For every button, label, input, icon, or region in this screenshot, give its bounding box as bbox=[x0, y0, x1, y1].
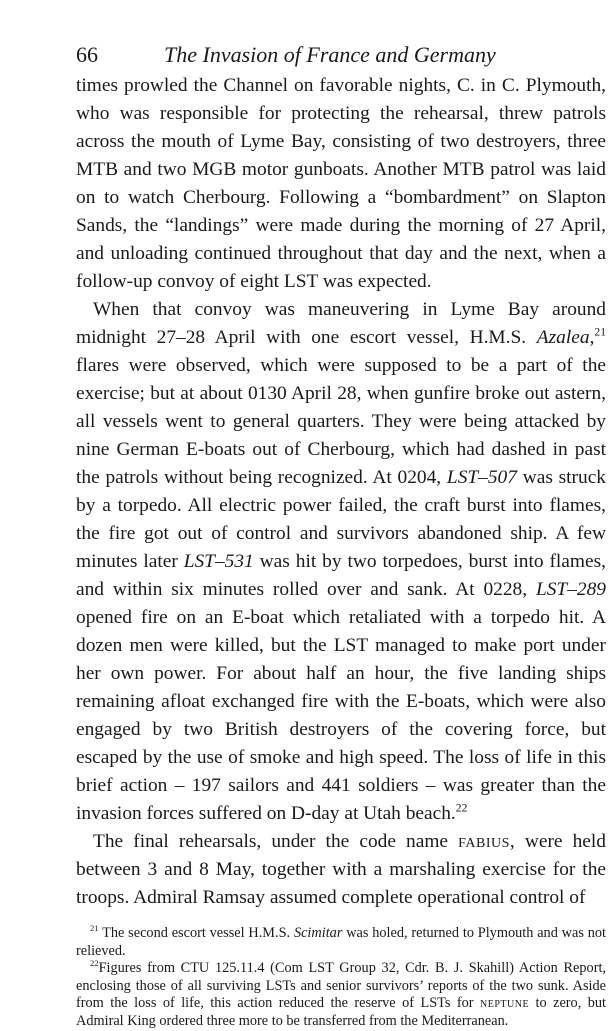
footnote-ref-21: 21 bbox=[594, 325, 606, 339]
code-name-fabius: fabius bbox=[458, 831, 510, 852]
footnote-21-number: 21 bbox=[90, 923, 99, 934]
footnote-ref-22: 22 bbox=[455, 801, 468, 815]
p3-text-a: The final rehearsals, under the code name bbox=[93, 831, 459, 852]
ship-lst-531: LST–531 bbox=[183, 551, 254, 572]
ship-lst-289: LST–289 bbox=[535, 579, 606, 600]
footnote-21-text-a: The second escort vessel H.M.S. bbox=[98, 925, 294, 941]
page-number: 66 bbox=[76, 42, 98, 67]
footnote-22-text-a: Figures from CTU 125.11.4 (Com LST Group 32, Cdr. B. J. Skahill) Action Report, enclosing those of all surviving LSTs and senior survivors’ reports of the two sunk. Aside from the loss of life, this action reduced the reserve of LSTs for bbox=[76, 960, 606, 1012]
footnote-22-number: 22 bbox=[90, 958, 99, 969]
paragraph-3 bbox=[76, 828, 606, 912]
footnote-21-text-b: was holed, returned to Plymouth and was not relieved. bbox=[76, 925, 606, 959]
footnote-22-text-b: to zero, but Admiral King ordered three more to be transferred from the Mediterranean. bbox=[76, 995, 606, 1029]
ship-lst-507: LST–507 bbox=[446, 467, 517, 488]
footnote-21 bbox=[76, 925, 606, 960]
p2-text-c: was struck by a torpedo. All electric power failed, the craft burst into flames, the fire got out of control and survivors abandoned ship. A few minutes later bbox=[76, 467, 606, 572]
footnotes bbox=[76, 925, 606, 1031]
running-title: The Invasion of France and Germany bbox=[164, 42, 496, 67]
p3-text-b: , were held between 3 and 8 May, together with a marshaling exercise for the troops. Admiral Ramsay assumed complete operational control of bbox=[76, 831, 606, 908]
p2-text-b: flares were observed, which were supposed to be a part of the exercise; but at about 0130 April 28, when gunfire broke out astern, all vessels went to general quarters. They were being attacked by nine German E-boats out of Cherbourg, which had dashed in past the patrols without being recognized. At 0204, bbox=[76, 355, 606, 488]
body-text bbox=[76, 72, 606, 912]
paragraph-2 bbox=[76, 296, 606, 828]
book-page bbox=[76, 38, 606, 1031]
paragraph-1: times prowled the Channel on favorable nights, C. in C. Plymouth, who was responsible for protecting the rehearsal, threw patrols across the mouth of Lyme Bay, consisting of two destroyers, three MTB and two MGB motor gunboats. Another MTB patrol was laid on to watch Cherbourg. Following a “bombardment” on Slapton Sands, the “landings” were made during the morning of 27 April, and unloading continued throughout that day and the next, when a follow-up convoy of eight LST was expected. bbox=[76, 75, 606, 292]
ship-name-azalea: Azalea, bbox=[536, 327, 595, 348]
running-head bbox=[76, 38, 606, 72]
ship-name-scimitar: Scimitar bbox=[293, 925, 343, 941]
footnote-22 bbox=[76, 960, 606, 1030]
p2-text-d: was hit by two torpedoes, burst into flames, and within six minutes rolled over and sank. At 0228, bbox=[76, 551, 606, 600]
p2-text-a: When that convoy was maneuvering in Lyme Bay around midnight 27–28 April with one escort vessel, H.M.S. bbox=[76, 299, 606, 348]
p2-text-e: opened fire on an E-boat which retaliated with a torpedo hit. A dozen men were killed, but the LST managed to make port under her own power. For about half an hour, the five landing ships remaining afloat exchanged fire with the E-boats, which were also engaged by two British destroyers of the covering force, but escaped by the use of smoke and high speed. The loss of life in this brief action – 197 sailors and 441 soldiers – was greater than the invasion forces suffered on D-day at Utah beach. bbox=[76, 607, 606, 824]
code-name-neptune: neptune bbox=[480, 995, 530, 1012]
